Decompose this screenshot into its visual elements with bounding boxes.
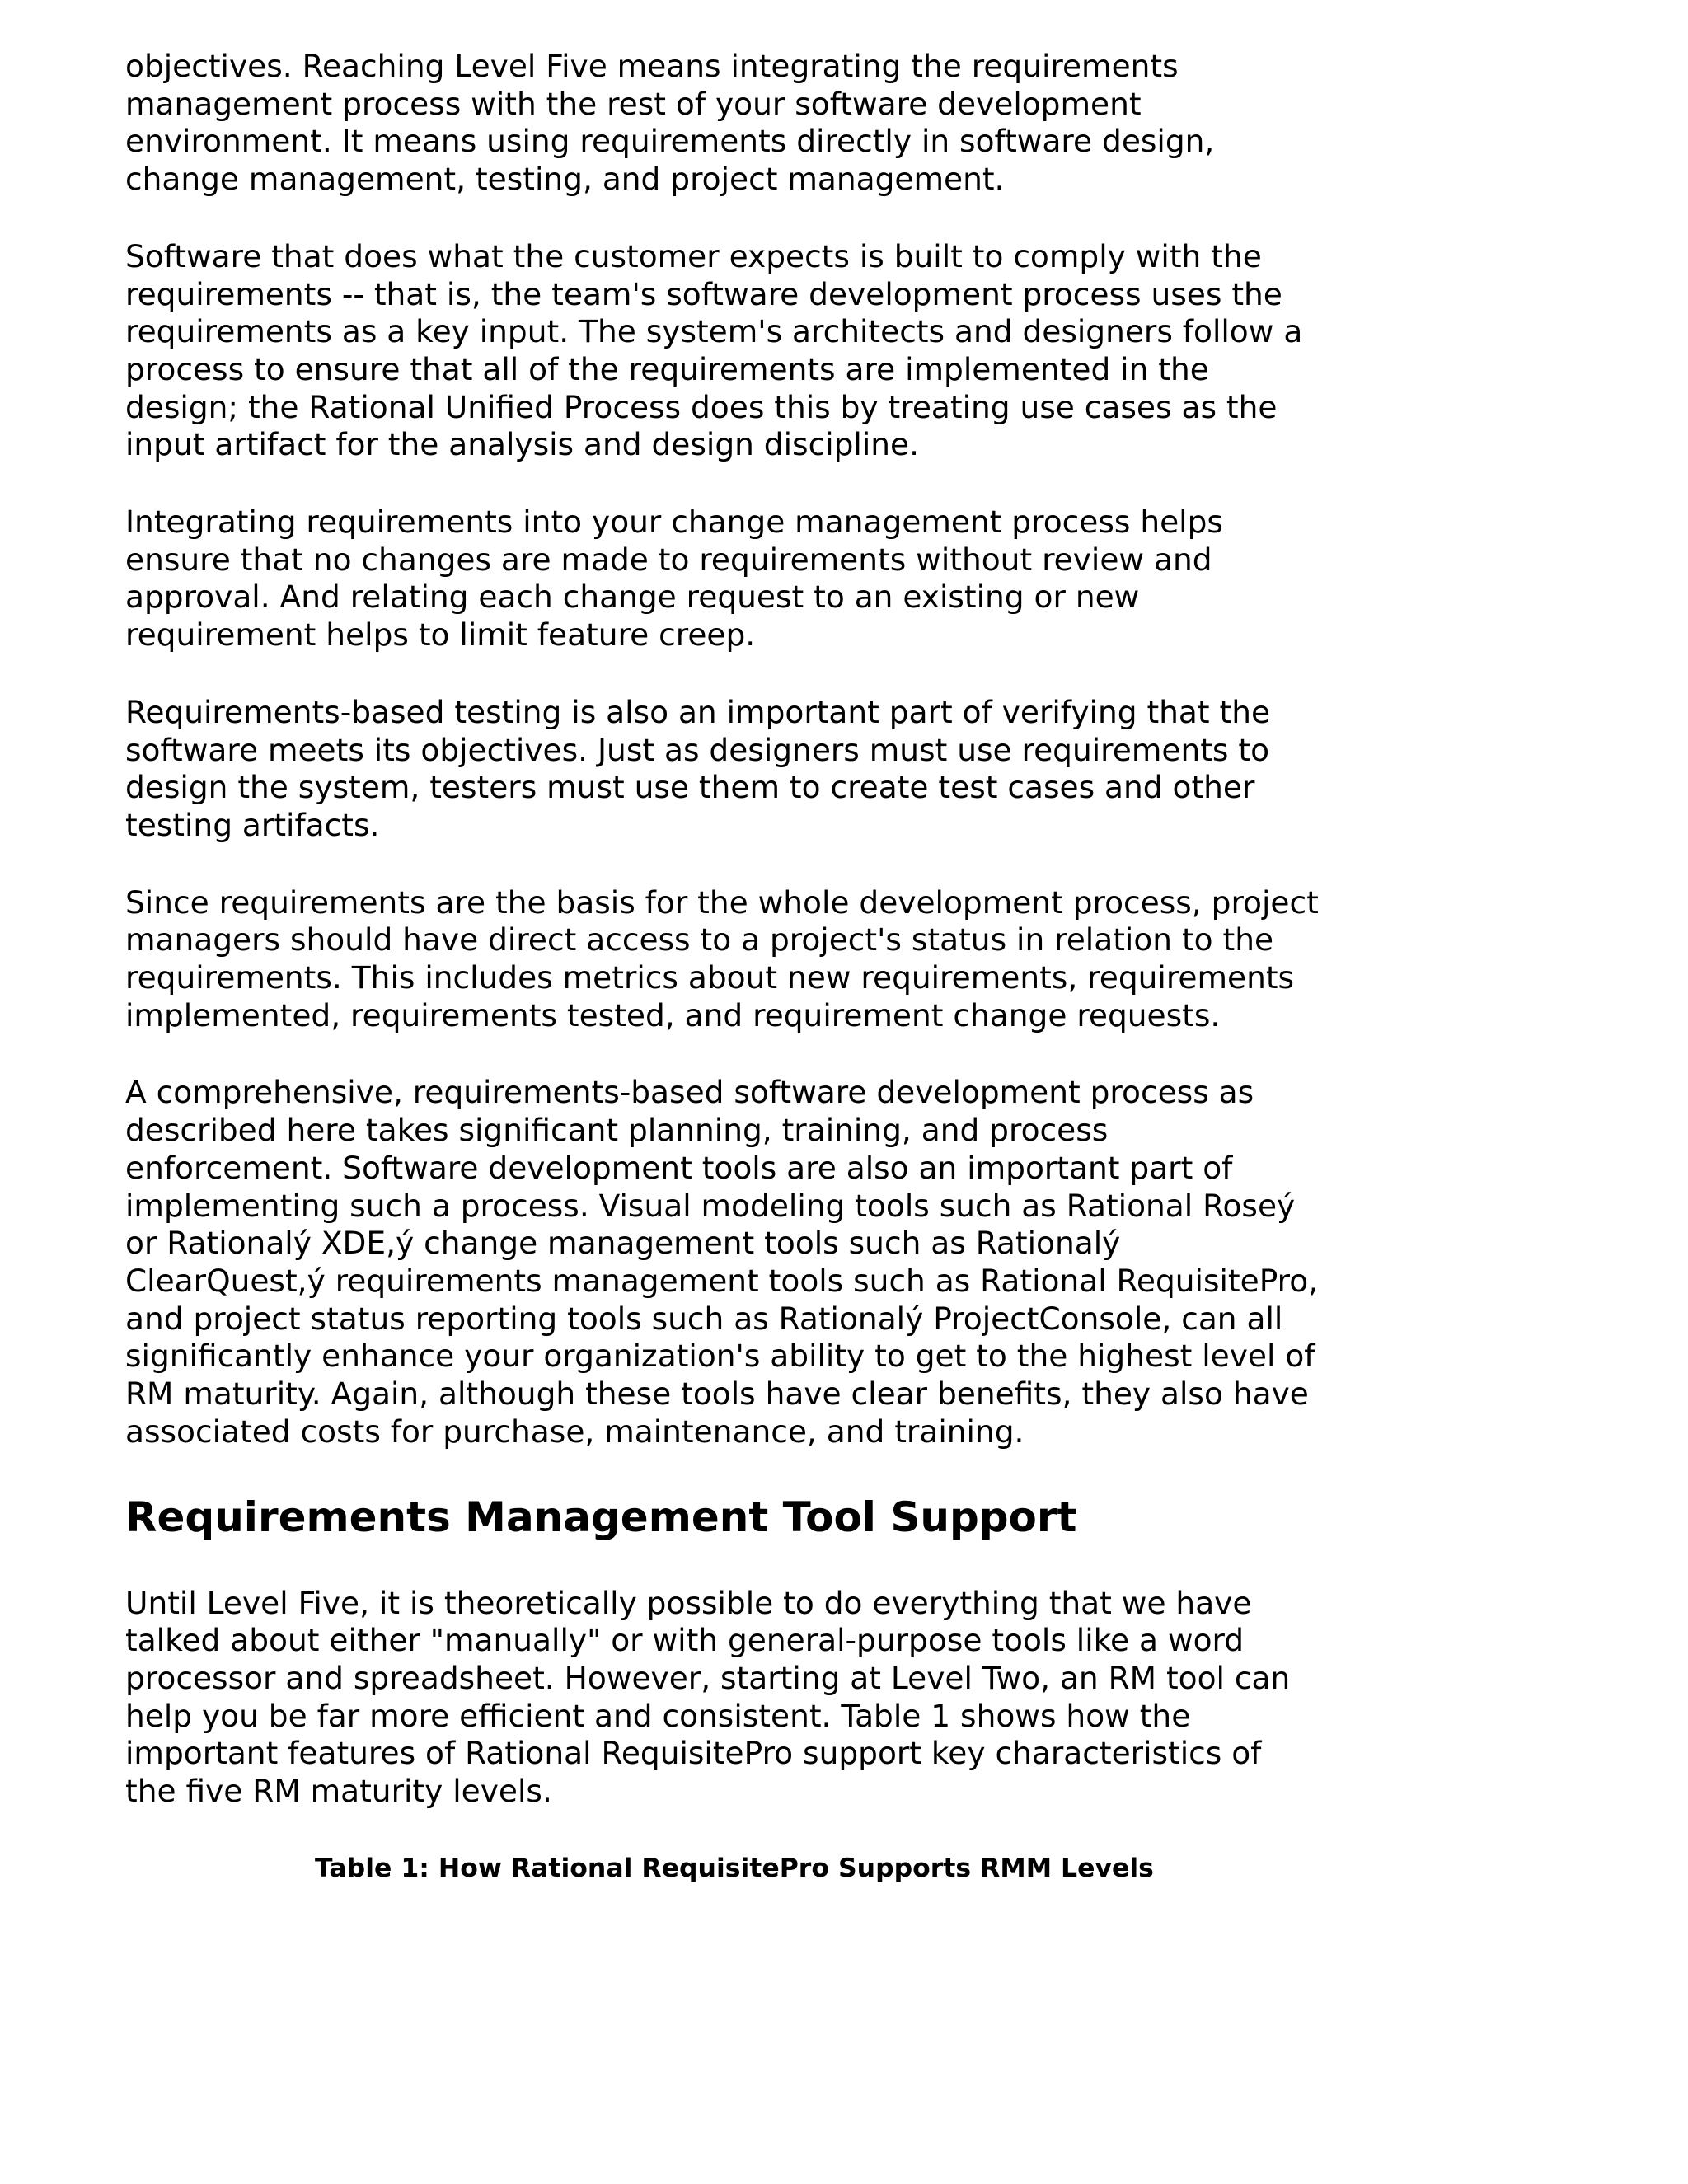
paragraph-testing: Requirements-based testing is also an important part of verifying that the software meets its objectives. Just as designers must use requirements to design the system, testers must use them to create test cases and other testing artifacts.	[125, 693, 1271, 843]
paragraph-project-management: Since requirements are the basis for the whole development process, project managers should have direct access to a project's status in relation to the requirements. This includes metrics about new requirements, requirements implemented, requirements tested, and requirement change requests.	[125, 883, 1319, 1033]
document-page	[125, 48, 1320, 1886]
paragraph-rm-tool-support: Until Level Five, it is theoretically possible to do everything that we have talked about either "manually" or with general-purpose tools like a word processor and spreadsheet. However, starting at Level Two, an RM tool can help you be far more efficient and consistent. Table 1 shows how the important features of Rational RequisitePro support key characteristics of the five RM maturity levels.	[125, 1584, 1291, 1810]
section-heading: Requirements Management Tool Support	[125, 1493, 1077, 1541]
table-caption: Table 1: How Rational RequisitePro Supports RMM Levels	[315, 1853, 1154, 1883]
paragraph-level-five-integration: objectives. Reaching Level Five means integrating the requirements management process with the rest of your software development environment. It means using requirements directly in software design, change management, testing, and project management.	[125, 48, 1215, 198]
paragraph-change-management: Integrating requirements into your change management process helps ensure that no changes are made to requirements without review and approval. And relating each change request to an existing or new requirement helps to limit feature creep.	[125, 504, 1223, 654]
paragraph-tools-overview: A comprehensive, requirements-based software development process as described here takes significant planning, training, and process enforcement. Software development tools are also an important part of implementing such a process. Visual modeling tools such as Rational Roseý or Rationalý XDE,ý change management tools such as Rationalý ClearQuest,ý requirements management tools such as Rational RequisitePro, and project status reporting tools such as Rationalý ProjectConsole, can all significantly enhance your organization's ability to get to the highest level of RM maturity. Again, although these tools have clear benefits, they also have associated costs for purchase, maintenance, and training.	[125, 1074, 1319, 1450]
paragraph-software-design: Software that does what the customer expects is built to comply with the requirements -- that is, the team's software development process uses the requirements as a key input. The system's architects and designers follow a process to ensure that all of the requirements are implemented in the design; the Rational Unified Process does this by treating use cases as the input artifact for the analysis and design discipline.	[125, 237, 1303, 463]
